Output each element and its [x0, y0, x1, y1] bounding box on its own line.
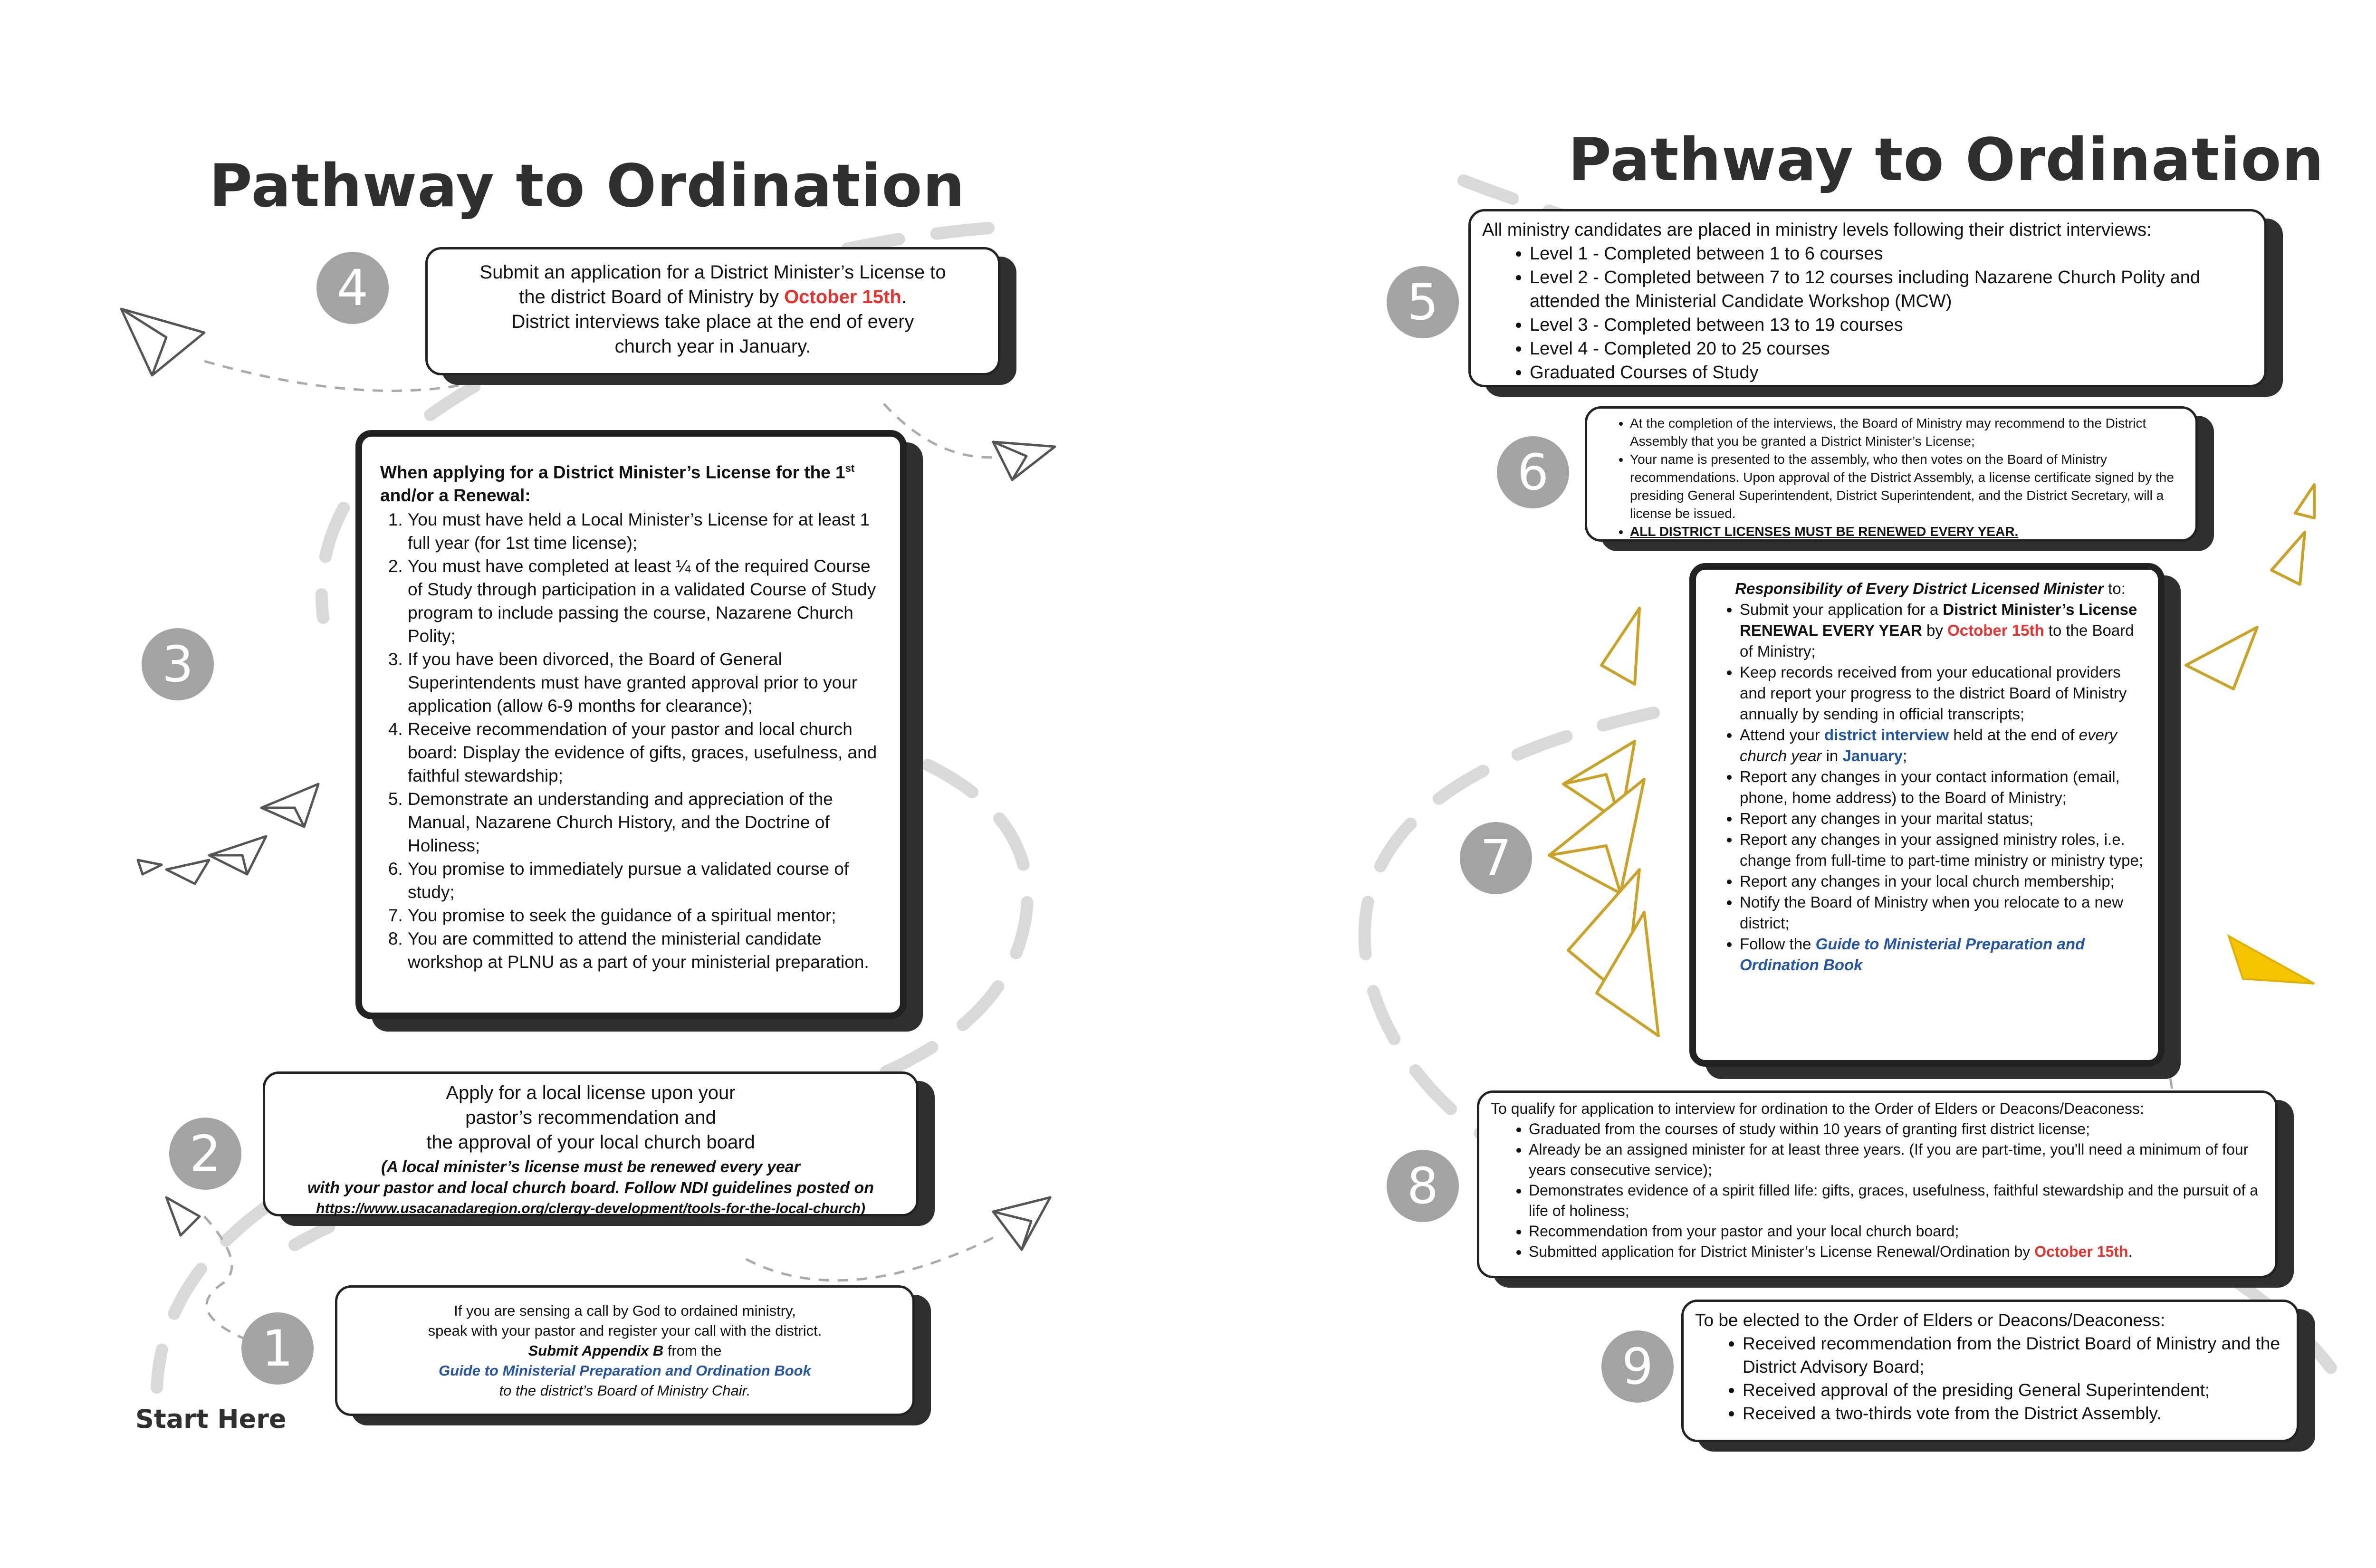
renewal-emphasis: • ALL DISTRICT LICENSES MUST BE RENEWED EVERY YEAR.	[1630, 523, 2186, 541]
step-7-heading	[1714, 578, 2146, 599]
step-1-line3	[347, 1341, 903, 1361]
step-2-line2: pastor’s recommendation and	[465, 1107, 716, 1128]
step-7-more-list	[1714, 766, 2146, 934]
step-7-responsibilities-list	[1714, 599, 2146, 766]
step-4-line4: church year in January.	[614, 336, 811, 357]
step-7-box	[1689, 563, 2165, 1067]
step-7-item: • Report any changes in your contact information (email, phone, home address) to the Board of Ministry;	[1740, 766, 2146, 808]
deadline-date: October 15th	[784, 287, 901, 307]
step-8-item: • Demonstrates evidence of a spirit filled life: gifts, graces, usefulness, faithful stewardship and the pursuit of a life of holiness;	[1529, 1180, 2264, 1221]
step-9-intro: To be elected to the Order of Elders or Deacons/Deaconess:	[1695, 1310, 2165, 1330]
paper-plane-icon	[166, 1197, 200, 1235]
step-7-item: • Report any changes in your assigned ministry roles, i.e. change from full-time to part-time ministry or ministry type;	[1740, 829, 2146, 871]
step-4-line2	[442, 285, 984, 309]
step-3-requirements-list	[380, 508, 885, 974]
step-2-note1: (A local minister’s license must be renewed every year	[381, 1158, 800, 1176]
step-5-item: • Level 3 - Completed between 13 to 19 courses	[1530, 313, 2253, 337]
paper-plane-icon	[166, 860, 209, 884]
step-7-item	[1740, 599, 2146, 662]
step-7-item	[1740, 725, 2146, 766]
step-9-number: 9	[1601, 1330, 1674, 1403]
step-4-number: 4	[316, 252, 389, 324]
step-1-line1: If you are sensing a call by God to ordained ministry,	[454, 1302, 796, 1319]
deadline-date: October 15th	[1947, 621, 2044, 639]
step-3-item: 3. If you have been divorced, the Board of General Superintendents must have granted approval prior to your application (allow 6-9 months for clearance);	[408, 648, 885, 717]
paper-plane-icon	[1601, 608, 1639, 684]
step-9-item: • Received recommendation from the District Board of Ministry and the District Advisory Board;	[1743, 1332, 2285, 1378]
step-7-item: • Report any changes in your local church membership;	[1740, 871, 2146, 892]
step-5-item: • Level 1 - Completed between 1 to 6 courses	[1530, 242, 2253, 266]
step-7-last-list	[1714, 934, 2146, 975]
step-8-item: • Recommendation from your pastor and your local church board;	[1529, 1221, 2264, 1242]
paper-plane-icon	[2229, 936, 2314, 984]
step-4-box	[425, 247, 1000, 375]
step-3-heading-sup: st	[845, 462, 855, 474]
step-3-item: 7. You promise to seek the guidance of a spiritual mentor;	[408, 904, 885, 927]
step-5-levels-list	[1482, 242, 2253, 384]
step-7-item1-pre: Submit your application for a	[1740, 601, 1943, 618]
step-8-number: 8	[1387, 1150, 1459, 1222]
step-4-line3: District interviews take place at the end of every	[511, 311, 914, 332]
step-7-item: • Notify the Board of Ministry when you relocate to a new district;	[1740, 892, 2146, 934]
step-7-item3-mid: held at the end of	[1949, 726, 2079, 744]
step-4-text	[442, 260, 984, 359]
left-page-title: Pathway to Ordination	[209, 152, 965, 220]
step-7-number: 7	[1460, 822, 1532, 894]
step-3-heading-text: When applying for a District Minister’s License for the 1	[380, 462, 845, 482]
step-5-number: 5	[1387, 266, 1459, 338]
step-8-item: • Graduated from the courses of study within 10 years of granting first district license;	[1529, 1119, 2264, 1139]
paper-plane-icon	[993, 442, 1055, 480]
step-7-heading-tail: to:	[2103, 580, 2126, 597]
step-3-item: 8. You are committed to attend the ministerial candidate workshop at PLNU as a part of your ministerial preparation.	[408, 927, 885, 974]
step-2-number: 2	[169, 1118, 241, 1190]
step-6-item: • At the completion of the interviews, the Board of Ministry may recommend to the District Assembly that you be granted a District Minister’s License;	[1630, 414, 2186, 450]
step-7-item3-italic: every church year	[1740, 726, 2117, 765]
paper-plane-icon	[121, 309, 204, 375]
step-6-box	[1585, 406, 2198, 542]
step-7-item1-post: to the Board of Ministry;	[1740, 621, 2134, 660]
step-2-note2: with your pastor and local church board. Follow NDI guidelines posted on	[307, 1179, 874, 1197]
paper-plane-icon	[2186, 627, 2257, 689]
step-1-number: 1	[241, 1312, 314, 1385]
appendix-b: Submit Appendix B	[528, 1342, 664, 1359]
step-1-line2: speak with your pastor and register your call with the district.	[428, 1322, 822, 1339]
step-1-line5: to the district’s Board of Ministry Chair.	[499, 1382, 751, 1399]
step-9-box	[1681, 1300, 2299, 1442]
guide-book-link[interactable]: Guide to Ministerial Preparation and Ordination Book	[1740, 935, 2085, 974]
step-7-item3-in: in	[1821, 747, 1843, 765]
step-3-item: 6. You promise to immediately pursue a validated course of study;	[408, 857, 885, 904]
paper-plane-icon	[2271, 532, 2305, 584]
step-7-item	[1740, 934, 2146, 975]
step-3-item: 4. Receive recommendation of your pastor and local church board: Display the evidence of gifts, graces, usefulness, and faithful stewardship;	[408, 717, 885, 787]
step-7-item3-post: ;	[1903, 747, 1907, 765]
step-8-last-list	[1491, 1242, 2264, 1262]
step-7-item3-pre: Attend your	[1740, 726, 1824, 744]
interview-month: January	[1842, 747, 1903, 765]
step-6-number: 6	[1497, 436, 1569, 508]
step-5-item: • Level 4 - Completed 20 to 25 courses	[1530, 337, 2253, 361]
paper-plane-icon	[261, 784, 318, 827]
step-4-line2-period: .	[901, 287, 907, 307]
right-page-title: Pathway to Ordination	[1568, 126, 2324, 194]
step-3-item: 2. You must have completed at least ¼ of the required Course of Study through participation in a validated Course of Study program to include passing the course, Nazarene Church Polity;	[408, 555, 885, 648]
step-7-item: • Keep records received from your educational providers and report your progress to the district Board of Ministry annually by sending in official transcripts;	[1740, 662, 2146, 725]
step-7-item1-mid: by	[1922, 621, 1948, 639]
district-interview-link[interactable]: district interview	[1824, 726, 1949, 744]
step-2-line1: Apply for a local license upon your	[446, 1082, 736, 1103]
step-3-item: 1. You must have held a Local Minister’s License for at least 1 full year (for 1st time license);	[408, 508, 885, 555]
step-1-line3-rest: from the	[663, 1342, 722, 1359]
step-6-list	[1597, 414, 2186, 541]
step-8-item	[1529, 1242, 2264, 1262]
step-3-heading	[380, 457, 885, 507]
step-5-item: • Level 2 - Completed between 7 to 12 courses including Nazarene Church Polity and attended the Ministerial Candidate Workshop (MCW)	[1530, 266, 2253, 313]
paper-plane-icon	[2295, 485, 2314, 518]
step-3-heading-tail: and/or a Renewal:	[380, 486, 531, 506]
step-8-qualifications-list	[1491, 1119, 2264, 1242]
step-7-item: • Report any changes in your marital status;	[1740, 808, 2146, 829]
step-5-intro: All ministry candidates are placed in ministry levels following their district interviews:	[1482, 220, 2152, 240]
step-8-box	[1477, 1090, 2278, 1278]
deadline-date: October 15th	[2034, 1243, 2128, 1260]
step-2-line3: the approval of your local church board	[426, 1132, 755, 1153]
step-3-item: 5. Demonstrate an understanding and appreciation of the Manual, Nazarene Church History, and the Doctrine of Holiness;	[408, 787, 885, 857]
step-6-item: • Your name is presented to the assembly, who then votes on the Board of Ministry recommendations. Upon approval of the District Assembly, a license certificate signed by the presiding General Superintendent, District Superintendent, and the District Secretary, will a license be issued.	[1630, 450, 2186, 523]
step-4-line1: Submit an application for a District Minister’s License to	[479, 262, 946, 283]
step-8-intro: To qualify for application to interview for ordination to the Order of Elders or Deacons/Deaconess:	[1491, 1100, 2144, 1117]
step-5-item: • Graduated Courses of Study	[1530, 361, 2253, 384]
step-7-heading-text: Responsibility of Every District Licensed Minister	[1735, 580, 2104, 597]
step-4-line2-text: the district Board of Ministry by	[519, 287, 779, 307]
step-3-box	[355, 430, 907, 1019]
start-here-label: Start Here	[135, 1404, 287, 1434]
paper-plane-icon	[209, 836, 266, 874]
step-8-last-pre: Submitted application for District Minister’s License Renewal/Ordination by	[1529, 1243, 2035, 1260]
step-5-box	[1468, 209, 2267, 387]
paper-plane-icon	[138, 860, 162, 874]
step-9-item: • Received approval of the presiding General Superintendent;	[1743, 1378, 2285, 1402]
step-2-box	[263, 1071, 919, 1216]
step-3-number: 3	[142, 628, 214, 700]
step-1-box	[335, 1285, 915, 1416]
guide-book-title[interactable]: Guide to Ministerial Preparation and Ordination Book	[439, 1362, 811, 1379]
step-7-last-pre: Follow the	[1740, 935, 1816, 953]
step-8-last-post: .	[2128, 1243, 2133, 1260]
step-9-requirements-list	[1695, 1332, 2285, 1425]
paper-plane-icon	[993, 1197, 1050, 1250]
step-9-item: • Received a two-thirds vote from the District Assembly.	[1743, 1402, 2285, 1425]
step-8-item: • Already be an assigned minister for at least three years. (If you are part-time, you'll need a minimum of four years consecutive service);	[1529, 1139, 2264, 1180]
step-7-item1-bold: District Minister’s License RENEWAL EVERY YEAR	[1740, 601, 2137, 639]
step-2-url[interactable]: https://www.usacanadaregion.org/clergy-development/tools-for-the-local-church)	[316, 1201, 865, 1216]
